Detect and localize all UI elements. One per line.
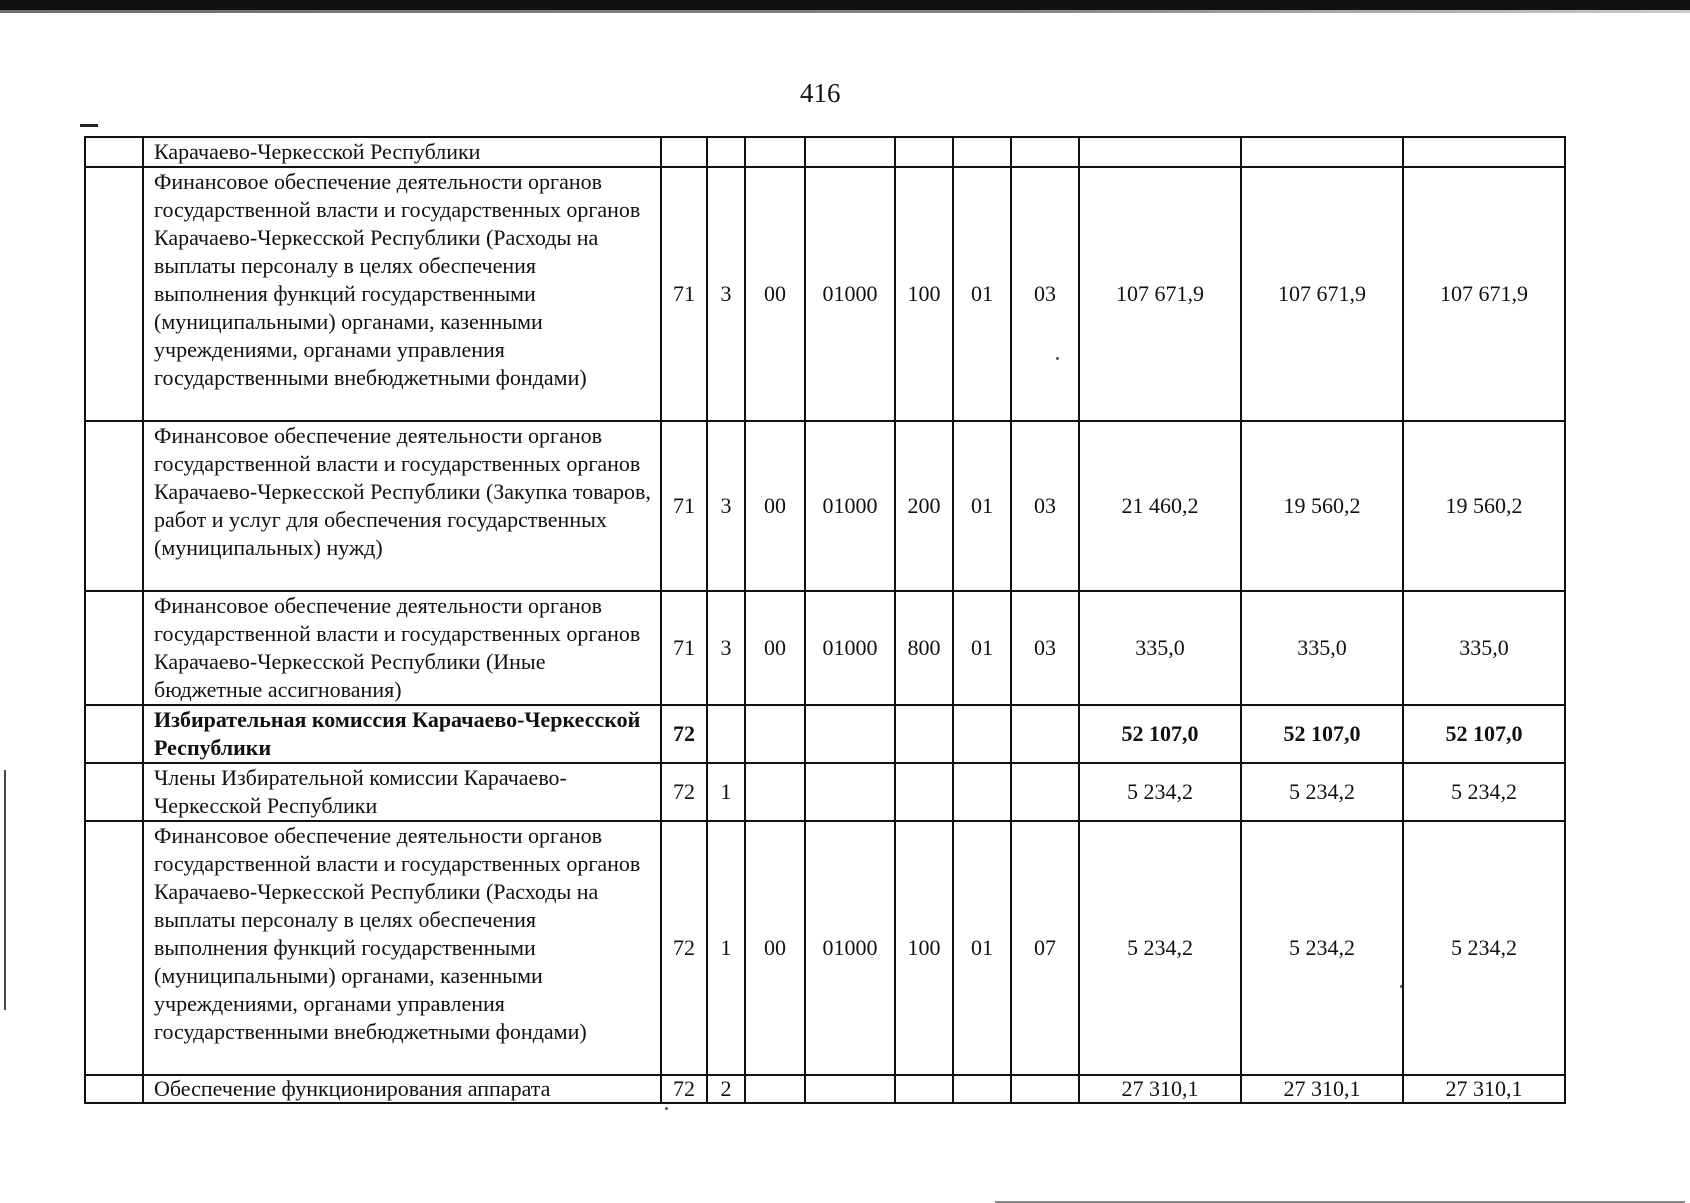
amount-cell: 5 234,2 (1403, 821, 1565, 1075)
amount-cell: 107 671,9 (1079, 167, 1241, 421)
row-name: Финансовое обеспечение деятельности органов государственной власти и государственных органов Карачаево-Черкесской Республики (Расходы на выплаты персоналу в целях обеспечения выполнения функций государственными (муниципальными) органами, казенными учреждениями, органами управления государственными внебюджетными фондами) (143, 167, 661, 421)
amount-cell: 19 560,2 (1403, 421, 1565, 591)
scan-top-border (0, 0, 1690, 10)
amount-cell: 335,0 (1079, 591, 1241, 705)
code-cell: 72 (661, 821, 707, 1075)
code-cell (953, 137, 1011, 167)
table-row (85, 821, 1565, 1075)
code-cell: 1 (707, 821, 745, 1075)
code-cell: 01 (953, 821, 1011, 1075)
code-cell (745, 763, 805, 821)
code-cell (745, 705, 805, 763)
code-cell: 00 (745, 167, 805, 421)
code-cell: 01 (953, 591, 1011, 705)
code-cell: 3 (707, 591, 745, 705)
code-cell: 00 (745, 821, 805, 1075)
corner-mark (80, 124, 98, 135)
code-cell (1011, 763, 1079, 821)
amount-cell: 335,0 (1241, 591, 1403, 705)
scan-speck (665, 1107, 668, 1110)
code-cell: 03 (1011, 421, 1079, 591)
code-cell: 1 (707, 763, 745, 821)
row-index-cell (85, 591, 143, 705)
code-cell: 3 (707, 421, 745, 591)
code-cell: 71 (661, 591, 707, 705)
code-cell (1011, 1075, 1079, 1103)
row-name: Финансовое обеспечение деятельности органов государственной власти и государственных органов Карачаево-Черкесской Республики (Иные бюджетные ассигнования) (143, 591, 661, 705)
amount-cell: 52 107,0 (1403, 705, 1565, 763)
code-cell: 00 (745, 421, 805, 591)
code-cell: 00 (745, 591, 805, 705)
amount-cell (1079, 137, 1241, 167)
row-index-cell (85, 137, 143, 167)
row-name: Финансовое обеспечение деятельности органов государственной власти и государственных органов Карачаево-Черкесской Республики (Расходы на выплаты персоналу в целях обеспечения выполнения функций государственными (муниципальными) органами, казенными учреждениями, органами управления государственными внебюджетными фондами) (143, 821, 661, 1075)
amount-cell: 5 234,2 (1079, 821, 1241, 1075)
budget-table (84, 136, 1566, 1104)
code-cell: 100 (895, 167, 953, 421)
code-cell: 72 (661, 763, 707, 821)
amount-cell: 27 310,1 (1403, 1075, 1565, 1103)
code-cell: 03 (1011, 167, 1079, 421)
code-cell: 01 (953, 167, 1011, 421)
code-cell (1011, 705, 1079, 763)
amount-cell: 52 107,0 (1079, 705, 1241, 763)
row-index-cell (85, 1075, 143, 1103)
code-cell (895, 137, 953, 167)
table-row (85, 421, 1565, 591)
amount-cell: 5 234,2 (1079, 763, 1241, 821)
code-cell (1011, 137, 1079, 167)
code-cell: 100 (895, 821, 953, 1075)
amount-cell: 21 460,2 (1079, 421, 1241, 591)
code-cell: 01000 (805, 421, 895, 591)
amount-cell: 335,0 (1403, 591, 1565, 705)
scan-edge-mark (4, 770, 6, 1010)
code-cell: 800 (895, 591, 953, 705)
table-row (85, 591, 1565, 705)
amount-cell: 19 560,2 (1241, 421, 1403, 591)
code-cell (895, 705, 953, 763)
row-name: Финансовое обеспечение деятельности органов государственной власти и государственных органов Карачаево-Черкесской Республики (Закупка товаров, работ и услуг для обеспечения государственных (муниципальных) нужд) (143, 421, 661, 591)
code-cell: 01 (953, 421, 1011, 591)
table-row (85, 167, 1565, 421)
code-cell: 71 (661, 421, 707, 591)
row-name: Избирательная комиссия Карачаево-Черкесской Республики (143, 705, 661, 763)
row-index-cell (85, 763, 143, 821)
row-name: Члены Избирательной комиссии Карачаево-Черкесской Республики (143, 763, 661, 821)
code-cell: 2 (707, 1075, 745, 1103)
code-cell: 01000 (805, 821, 895, 1075)
code-cell (707, 705, 745, 763)
code-cell (745, 1075, 805, 1103)
code-cell: 01000 (805, 167, 895, 421)
code-cell (707, 137, 745, 167)
row-index-cell (85, 705, 143, 763)
amount-cell: 5 234,2 (1241, 821, 1403, 1075)
amount-cell: 52 107,0 (1241, 705, 1403, 763)
table-row (85, 705, 1565, 763)
table-row (85, 763, 1565, 821)
code-cell (895, 1075, 953, 1103)
code-cell: 71 (661, 167, 707, 421)
code-cell (805, 763, 895, 821)
row-name: Карачаево-Черкесской Республики (143, 137, 661, 167)
row-name: Обеспечение функционирования аппарата (143, 1075, 661, 1103)
code-cell (953, 705, 1011, 763)
code-cell: 01000 (805, 591, 895, 705)
code-cell (805, 1075, 895, 1103)
code-cell: 03 (1011, 591, 1079, 705)
code-cell (745, 137, 805, 167)
code-cell (953, 763, 1011, 821)
code-cell: 72 (661, 705, 707, 763)
row-index-cell (85, 821, 143, 1075)
row-index-cell (85, 167, 143, 421)
code-cell (895, 763, 953, 821)
table-row (85, 1075, 1565, 1103)
code-cell: 72 (661, 1075, 707, 1103)
code-cell: 200 (895, 421, 953, 591)
code-cell (661, 137, 707, 167)
page-number: 416 (800, 78, 841, 108)
amount-cell: 107 671,9 (1403, 167, 1565, 421)
code-cell (805, 705, 895, 763)
amount-cell: 5 234,2 (1241, 763, 1403, 821)
row-index-cell (85, 421, 143, 591)
amount-cell (1403, 137, 1565, 167)
code-cell: 3 (707, 167, 745, 421)
code-cell (805, 137, 895, 167)
table-row (85, 137, 1565, 167)
amount-cell (1241, 137, 1403, 167)
amount-cell: 27 310,1 (1241, 1075, 1403, 1103)
code-cell (953, 1075, 1011, 1103)
amount-cell: 5 234,2 (1403, 763, 1565, 821)
amount-cell: 27 310,1 (1079, 1075, 1241, 1103)
scan-top-border-shadow (0, 10, 1690, 13)
code-cell: 07 (1011, 821, 1079, 1075)
amount-cell: 107 671,9 (1241, 167, 1403, 421)
